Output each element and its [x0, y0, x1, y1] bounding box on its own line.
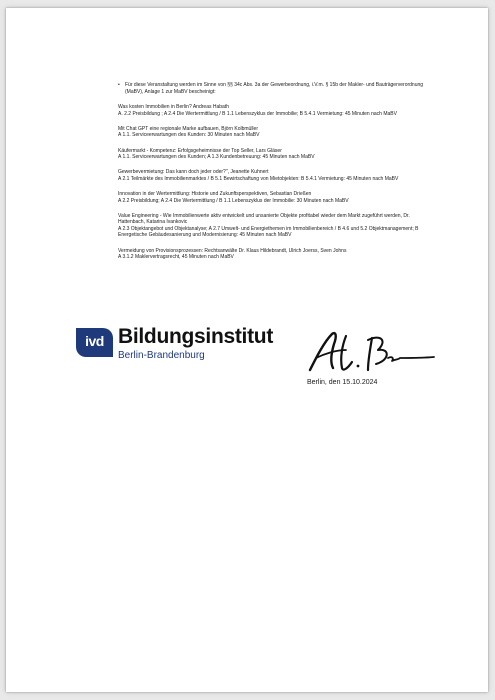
section-line: A 2.3 Objektangebot und Objektanalyse; A 2.7 Umwelt- und Energiethemen im Immobilienbereich / B 4.6 und 5.2 Objektmanagement; B Energetische Gebäudesanierung und Modernisierung: 45 Minuten nach MaBV — [118, 225, 419, 239]
bullet-marker: • — [118, 82, 120, 88]
section-title: Gewerbevermietung: Das kann doch jeder oder?", Jeanette Kuhnert — [118, 169, 269, 176]
section-line: A. 2.2 Preisbildung ; A 2.4 Die Wertermittlung / B 1.1 Lebenszyklus der Immobilie; B 5.4.1 Vermietung: 45 Minuten nach MaBV — [118, 110, 397, 117]
signature-date: Berlin, den 15.10.2024 — [307, 379, 378, 386]
section-line: A 3.1.2 Maklervertragsrecht, 45 Minuten nach MaBV — [118, 254, 234, 261]
section-title: Innovation in der Wertermittlung: Historie und Zukunftsperspektiven, Sebastian Drießen — [118, 190, 312, 197]
section-3 — [118, 148, 428, 161]
section-line: A 2.2 Preisbildung; A 2.4 Die Wertermittlung / B 1.1 Lebenszyklus der Immobilie: 30 Minuten nach MaBV — [118, 197, 349, 204]
section-1 — [118, 104, 428, 117]
section-5 — [118, 191, 428, 204]
section-6 — [118, 213, 428, 239]
document-content — [118, 82, 428, 269]
ivd-bildungsinstitut-logo — [76, 327, 286, 367]
section-title: Vermeidung von Provisionsprozessen: Rechtsanwälte Dr. Klaus Hildebrandt, Ulrich Joerss, Sven Johns — [118, 247, 347, 254]
document-page — [6, 8, 488, 692]
logo-badge-text: ivd — [85, 333, 104, 349]
intro-paragraph — [118, 82, 428, 95]
section-line: A 2.1 Teilmärkte des Immobilienmarktes / B 5.1 Bewirtschaftung von Mietobjekten: B 5.4.1 Vermietung: 45 Minuten nach MaBV — [118, 175, 399, 182]
section-2 — [118, 126, 428, 139]
logo-subtitle: Berlin-Brandenburg — [118, 350, 205, 361]
section-title: Mit Chat GPT eine regionale Marke aufbauen, Björn Kolbmüller — [118, 125, 258, 132]
section-4 — [118, 169, 428, 182]
section-title: Value Engineering - Wie Immobilienwerte aktiv entwickelt und unsanierte Objekte profitabel wieder dem Markt zugeführt werden, Dr. Hattenbach, Katarina Ivankovic — [118, 212, 410, 226]
section-7 — [118, 248, 428, 261]
section-title: Was kosten Immobilien in Berlin? Andreas Habath — [118, 104, 229, 111]
intro-text: Für diese Veranstaltung werden im Sinne von §§ 34c Abs. 3a der Gewerbeordnung, i.V.m. § 15b der Makler- und Bauträgerverordnung (MaBV), Anlage 1 zur MaBV bescheinigt: — [125, 82, 424, 95]
handwritten-signature — [306, 328, 436, 376]
section-title: Käufermarkt - Kompetenz: Erfolgsgeheimnisse der Top Seller, Lars Gläser — [118, 147, 282, 154]
section-line: A 1.1. Serviceerwartungen des Kunden; A 1.3 Kundenbetreuung: 45 Minuten nach MaBV — [118, 154, 315, 161]
logo-title: Bildungsinstitut — [118, 325, 274, 348]
section-line: A 1.1. Serviceerwartungen des Kunden: 30 Minuten nach MaBV — [118, 132, 260, 139]
